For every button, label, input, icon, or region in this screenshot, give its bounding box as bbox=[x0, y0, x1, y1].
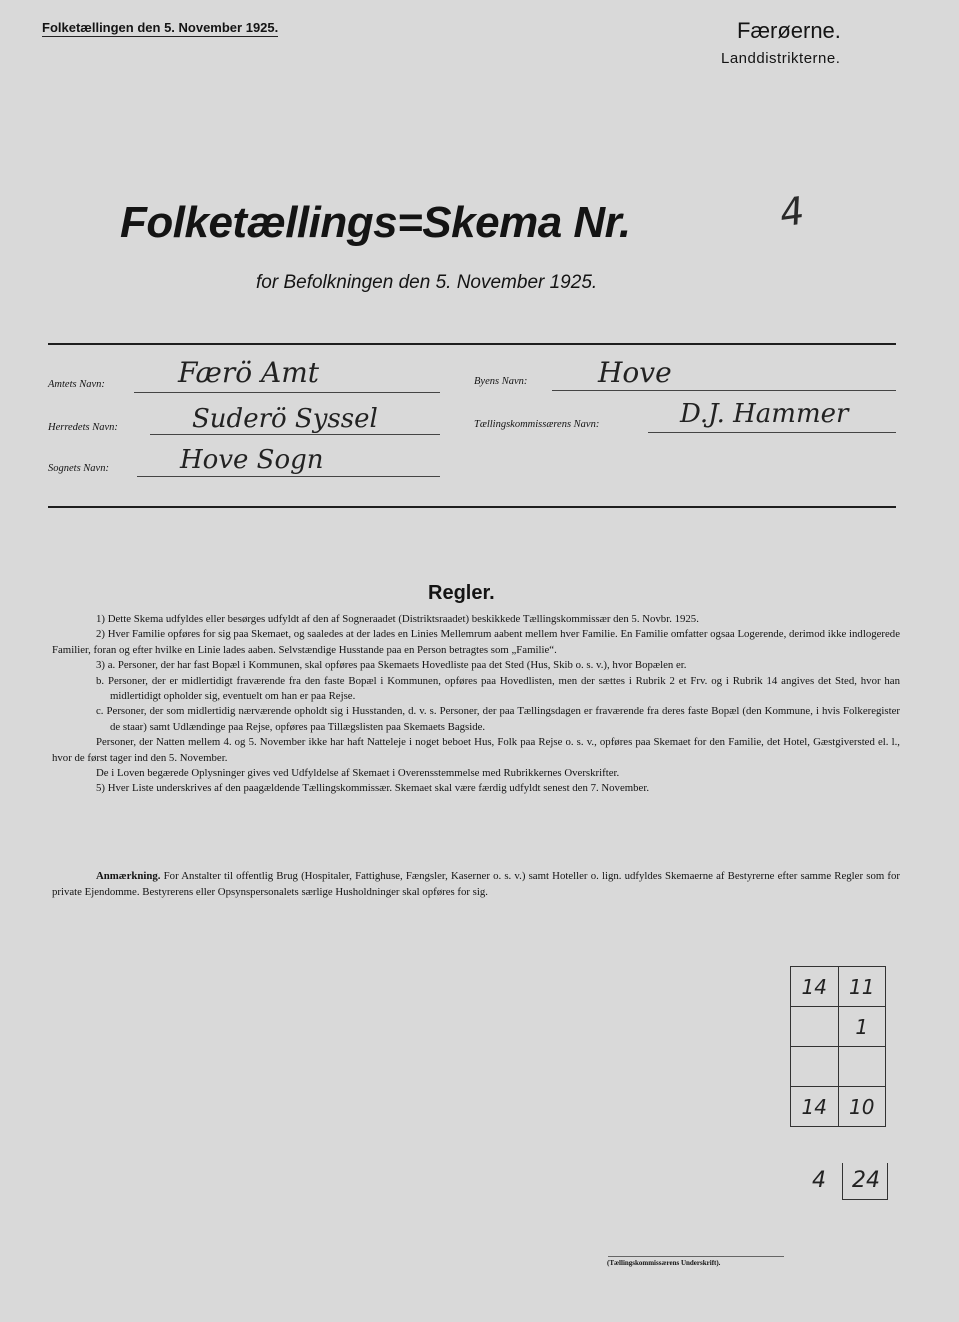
signature-label: (Tællingskommissærens Underskrift). bbox=[607, 1259, 721, 1267]
top-divider bbox=[48, 343, 896, 345]
tally-cell: 1 bbox=[838, 1007, 886, 1047]
kommissaer-value: D.J. Hammer bbox=[680, 399, 849, 429]
rule-3b: b. Personer, der er midlertidigt fraværende fra den faste Bopæl i Kommunen, opføres paa Hovedlisten, men der sættes i Rubrik 2 et Frv. og i Rubrik 14 angives det Sted, hvor han midlertidigt opholder sig, eventuelt om han er paa Rejse. bbox=[96, 674, 900, 703]
sogn-label: Sognets Navn: bbox=[48, 463, 109, 474]
rules-section bbox=[52, 612, 900, 797]
by-value: Hove bbox=[598, 356, 672, 389]
herred-line bbox=[150, 434, 440, 435]
amt-value: Færö Amt bbox=[178, 356, 320, 389]
rule-3d: Personer, der Natten mellem 4. og 5. November ikke har haft Natteleje i noget beboet Hus, Folk paa Rejse o. s. v., opføres paa Skemaet for den Familie, det Hotel, Gæstgiversted el. l., hvor de først tager ind den 5. November. bbox=[52, 736, 900, 764]
tally-table bbox=[790, 966, 886, 1127]
remark-section bbox=[52, 868, 900, 900]
amt-line bbox=[134, 392, 440, 393]
district-header: Landdistrikterne. bbox=[721, 50, 841, 67]
amt-label: Amtets Navn: bbox=[48, 379, 105, 390]
tally-cell: 14 bbox=[791, 1087, 839, 1127]
rule-2: 2) Hver Familie opføres for sig paa Skemaet, og saaledes at der lades en Linies Mellemrum aabent mellem hver Familie. En Familie omfatter ogsaa Logerende, derimod ikke indlogerede Familier, foran og efter hvilke en Linie lades aaben. Selvstændige Husstande paa en Person betragtes som „Familie“. bbox=[52, 628, 900, 656]
kommissaer-label: Tællingskommissærens Navn: bbox=[474, 419, 600, 430]
tally-cell: 11 bbox=[838, 967, 886, 1007]
bottom-divider bbox=[48, 506, 896, 508]
tally-cell bbox=[791, 1007, 839, 1047]
rules-heading: Regler. bbox=[428, 582, 495, 604]
form-number-handwritten: 4 bbox=[777, 188, 808, 236]
form-title: Folketællings=Skema Nr. bbox=[120, 198, 631, 247]
sogn-value: Hove Sogn bbox=[180, 445, 324, 475]
remark-label: Anmærkning. bbox=[96, 870, 161, 882]
tally-row bbox=[791, 1047, 886, 1087]
tally-total-right: 24 bbox=[852, 1168, 880, 1193]
region-header: Færøerne. bbox=[737, 18, 841, 43]
tally-cell: 10 bbox=[838, 1087, 886, 1127]
rule-1: 1) Dette Skema udfyldes eller besørges udfyldt af den af Sogneraadet (Distriktsraadet) beskikkede Tællingskommissær den 5. Novbr. 1925. bbox=[96, 613, 699, 625]
by-label: Byens Navn: bbox=[474, 376, 528, 387]
kommissaer-line bbox=[648, 432, 896, 433]
remark-text: For Anstalter til offentlig Brug (Hospitaler, Fattighuse, Fængsler, Kaserner o. s. v.) samt Hoteller o. lign. udfyldes Skemaerne af Bestyrerne efter samme Regler som for private Ejendomme. Bestyrerens eller Opsynspersonalets særlige Husholdninger skal opføres for sig. bbox=[52, 870, 900, 898]
tally-total-left: 4 bbox=[812, 1168, 826, 1193]
tally-cell bbox=[838, 1047, 886, 1087]
tally-row bbox=[791, 1007, 886, 1047]
sogn-line bbox=[137, 476, 440, 477]
tally-cell: 14 bbox=[791, 967, 839, 1007]
tally-row bbox=[791, 967, 886, 1007]
census-date-header: Folketællingen den 5. November 1925. bbox=[42, 20, 279, 35]
tally-row bbox=[791, 1087, 886, 1127]
tally-cell bbox=[791, 1047, 839, 1087]
signature-line bbox=[608, 1256, 784, 1257]
rule-4: De i Loven begærede Oplysninger gives ved Udfyldelse af Skemaet i Overensstemmelse med Rubrikkernes Overskrifter. bbox=[96, 767, 620, 780]
form-subtitle: for Befolkningen den 5. November 1925. bbox=[256, 272, 598, 293]
rule-3a: 3) a. Personer, der har fast Bopæl i Kommunen, skal opføres paa Skemaets Hovedliste paa det Sted (Hus, Skib o. s. v.), hvor Bopælen er. bbox=[96, 659, 687, 672]
rule-3c: c. Personer, der som midlertidig nærværende opholdt sig i Husstanden, d. v. s. Personer, der paa Tællingsdagen er fraværende fra deres faste Bopæl (den Kommune, i hvis Folkeregister de staar) samt Udlændinge paa Rejse, opføres paa Tillægslisten paa Skemaets Bagside. bbox=[96, 705, 900, 733]
rule-5: 5) Hver Liste underskrives af den paagældende Tællingskommissær. Skemaet skal være færdig udfyldt senest den 7. November. bbox=[96, 782, 650, 795]
herred-label: Herredets Navn: bbox=[48, 422, 118, 433]
herred-value: Suderö Syssel bbox=[192, 404, 378, 434]
by-line bbox=[552, 390, 896, 391]
